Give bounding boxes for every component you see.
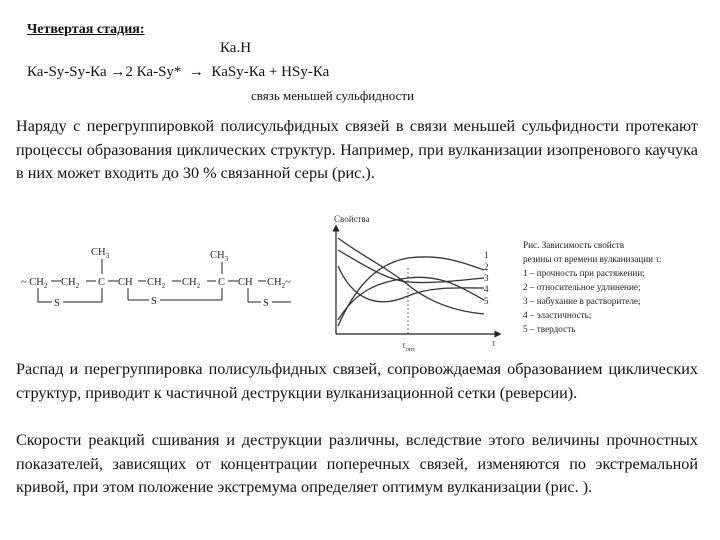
chain-right-tail: $СН_2\sim$ bbox=[267, 277, 291, 290]
curve-4 bbox=[338, 277, 484, 320]
arrow-icon: → bbox=[110, 64, 126, 80]
paragraph-2-text: Распад и перегруппировка полисульфидных связей, сопровождаемая образованием циклических структур, приводит к частичной деструкции вулканизационной сетки (реверсии). bbox=[16, 360, 698, 402]
paragraph-1 bbox=[16, 115, 698, 186]
curve-5 bbox=[338, 238, 484, 314]
reaction-mid: 2 Ка-Sy* bbox=[125, 64, 182, 80]
curve-label-4: 4 bbox=[484, 284, 489, 294]
curve-label-1: 1 bbox=[484, 250, 489, 260]
curve-label-5: 5 bbox=[484, 296, 489, 306]
catalyst-label: Ка.Н bbox=[220, 40, 252, 56]
curve-1 bbox=[338, 257, 484, 326]
reaction-note: связь меньшей сульфидности bbox=[251, 88, 415, 103]
optimum-label: $\tau_{опт}$ bbox=[402, 340, 416, 353]
arrow-icon: → bbox=[188, 64, 204, 80]
caption-subtitle: резины от времени вулканизации τ: bbox=[523, 254, 662, 264]
paragraph-3 bbox=[16, 429, 698, 500]
sulfur-atom-2: S bbox=[151, 296, 157, 307]
chain-ch2-2: $СН_2$ bbox=[147, 277, 166, 290]
chart-xlabel: τ bbox=[492, 338, 496, 348]
reaction-rhs: КаSy-Ка + HSy-Ка bbox=[211, 64, 330, 80]
chain-c-1: С bbox=[98, 277, 106, 288]
caption-item-2: 2 – относительное удлинение; bbox=[523, 282, 641, 292]
properties-chart bbox=[312, 208, 522, 356]
methyl-group-1: $СН_3$ bbox=[91, 247, 110, 260]
chart-ylabel: Свойства bbox=[334, 214, 370, 224]
sulfur-atom-1: S bbox=[54, 298, 60, 309]
caption-item-3: 3 – набухание в растворителе; bbox=[523, 296, 641, 306]
reaction-equation bbox=[27, 64, 329, 81]
caption-item-4: 4 – эластичность; bbox=[523, 310, 592, 320]
paragraph-2 bbox=[16, 358, 698, 405]
chain-ch-2: СН bbox=[238, 277, 253, 288]
chain-ch-1: СН bbox=[118, 277, 133, 288]
sulfur-atom-3: S bbox=[263, 298, 269, 309]
chain-c-2: С bbox=[218, 277, 226, 288]
chain-left-tail: ~ $СН_2$ bbox=[21, 277, 48, 290]
chain-ch2-1: $СН_2$ bbox=[61, 277, 80, 290]
paragraph-3-text: Скорости реакций сшивания и деструкции различны, вследствие этого величины прочностных показателей, зависящих от концентрации поперечных связей, изменяются по экстремальной кривой, при этом положение экстремума определяет оптимум вулканизации (рис. ). bbox=[16, 431, 698, 497]
reaction-lhs: Ка-Sy-Sy-Ка bbox=[27, 64, 107, 80]
caption-item-5: 5 – твердость bbox=[523, 324, 576, 334]
caption-item-1: 1 – прочность при растяжении; bbox=[523, 268, 645, 278]
figure-caption bbox=[523, 238, 662, 336]
caption-title: Рис. Зависимость свойств bbox=[523, 240, 625, 250]
curve-label-3: 3 bbox=[484, 273, 489, 283]
methyl-group-2: $СН_3$ bbox=[210, 250, 229, 263]
cyclic-structure-diagram bbox=[16, 238, 316, 316]
curve-label-2: 2 bbox=[484, 262, 489, 272]
curve-3 bbox=[338, 266, 484, 302]
chain-ch2-3: $СН_2$ bbox=[182, 277, 201, 290]
paragraph-1-text: Наряду с перегруппировкой полисульфидных связей в связи меньшей сульфидности протекают процессы образования циклических структур. Например, при вулканизации изопренового каучука в них может входить до 30 % связанной серы (рис.). bbox=[16, 117, 698, 183]
stage-title: Четвертая стадия: bbox=[27, 22, 145, 37]
